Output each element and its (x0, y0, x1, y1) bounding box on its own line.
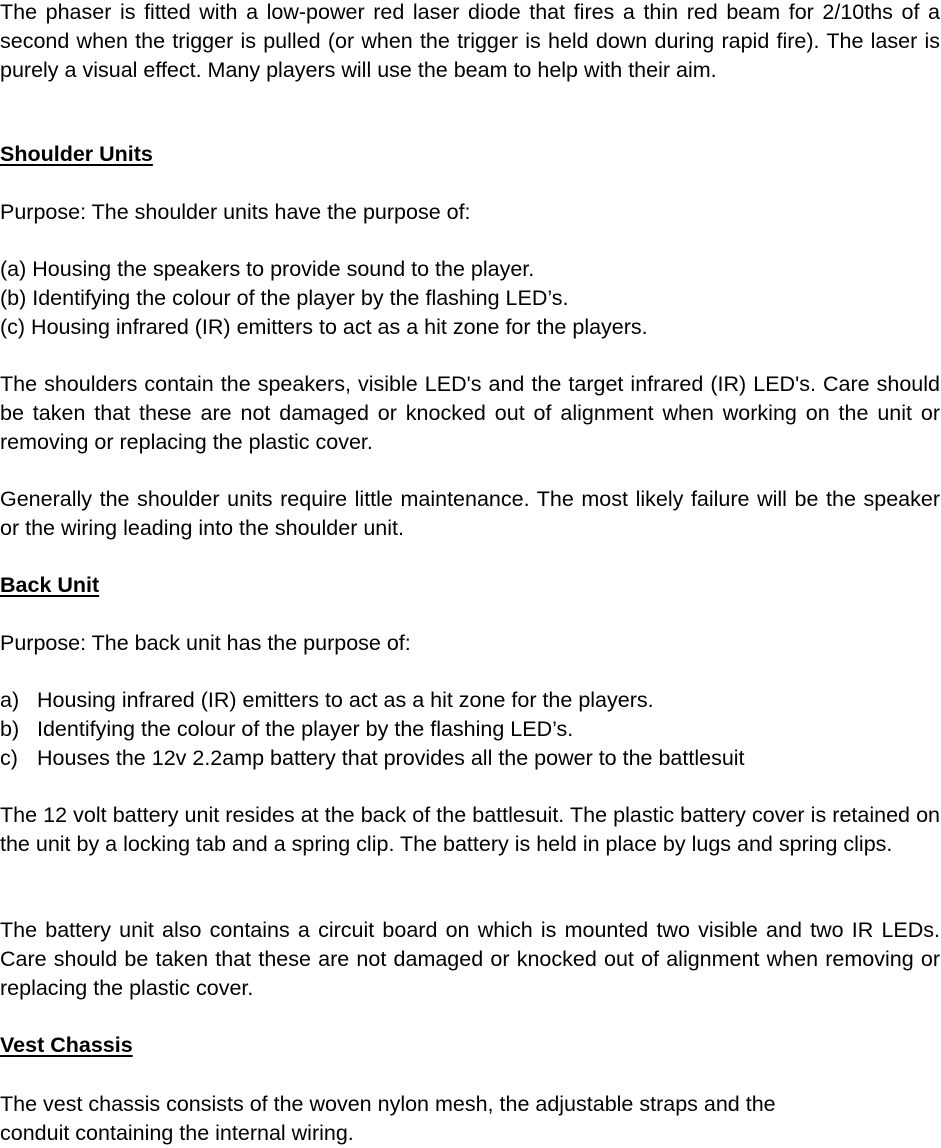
shoulder-units-purpose: Purpose: The shoulder units have the purpose of: (0, 200, 471, 224)
list-item: (b) Identifying the colour of the player by the flashing LED’s. (0, 285, 569, 310)
shoulder-units-paragraph-2: Generally the shoulder units require little maintenance. The most likely failure will be the speaker or the wiring leading into the shoulder unit. (0, 487, 940, 540)
vest-chassis-paragraph (0, 1090, 940, 1148)
list-marker: a) (0, 688, 20, 712)
shoulder-units-heading: Shoulder Units (0, 142, 153, 166)
list-item-text: Houses the 12v 2.2amp battery that provides all the power to the battlesuit (37, 745, 745, 770)
intro-paragraph: The phaser is fitted with a low-power red laser diode that fires a thin red beam for 2/10ths of a second when the trigger is pulled (or when the trigger is held down during rapid fire). The laser is purely a visual effect. Many players will use the beam to help with their aim. (0, 0, 940, 82)
list-item (0, 715, 940, 744)
list-item (0, 744, 940, 773)
back-unit-purpose: Purpose: The back unit has the purpose of: (0, 631, 411, 655)
list-marker: c) (0, 745, 18, 770)
paragraph-line: The vest chassis consists of the woven nylon mesh, the adjustable straps and the (0, 1092, 776, 1116)
list-item-text: Identifying the colour of the player by the flashing LED’s. (37, 716, 574, 741)
back-unit-list (0, 686, 940, 772)
list-item (0, 686, 940, 715)
shoulder-units-paragraph-1: The shoulders contain the speakers, visible LED's and the target infrared (IR) LED's. Care should be taken that these are not damaged or knocked out of alignment when working on the unit or removing or replacing the plastic cover. (0, 372, 940, 454)
back-unit-paragraph-1: The 12 volt battery unit resides at the back of the battlesuit. The plastic battery cover is retained on the unit by a locking tab and a spring clip. The battery is held in place by lugs and spring clips. (0, 803, 940, 856)
vest-chassis-heading: Vest Chassis (0, 1033, 133, 1057)
list-item: (a) Housing the speakers to provide sound to the player. (0, 257, 535, 281)
shoulder-units-list (0, 255, 940, 341)
back-unit-paragraph-2: The battery unit also contains a circuit board on which is mounted two visible and two IR LEDs. Care should be taken that these are not damaged or knocked out of alignment when removing or replacing the plastic cover. (0, 918, 940, 1000)
list-item: (c) Housing infrared (IR) emitters to act as a hit zone for the players. (0, 314, 648, 339)
paragraph-line: conduit containing the internal wiring. (0, 1120, 354, 1145)
list-item-text: Housing infrared (IR) emitters to act as a hit zone for the players. (37, 688, 654, 712)
list-marker: b) (0, 716, 20, 741)
back-unit-heading: Back Unit (0, 573, 100, 597)
